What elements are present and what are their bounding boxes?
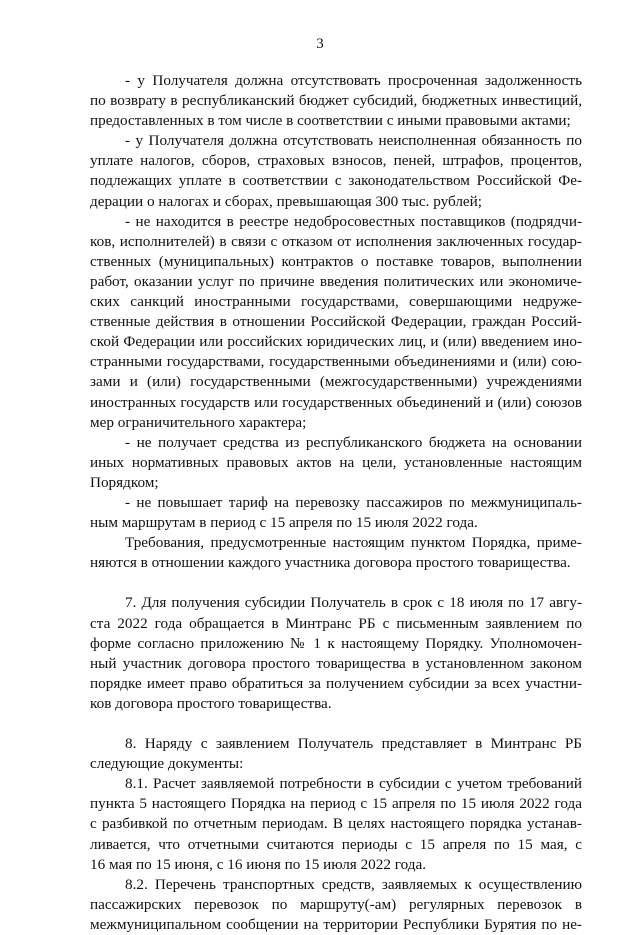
text-line: 7. Для получения субсидии Получатель в срок с 18 июля по 17 авгу-: [125, 594, 582, 612]
text-line: предоставленных в том числе в соответствии с иными правовыми актами;: [90, 112, 571, 130]
text-line: 8. Наряду с заявлением Получатель представляет в Минтранс РБ: [125, 735, 582, 753]
paragraph: [90, 774, 582, 874]
text-line: 8.2. Перечень транспортных средств, заявляемых к осуществлению: [125, 875, 582, 893]
text-line: Требования, предусмотренные настоящим пунктом Порядка, приме-: [125, 534, 582, 552]
text-line: ственные действия в отношении Российской Федерации, граждан Россий-: [90, 313, 582, 331]
text-line: - не повышает тариф на перевозку пассажиров по межмуниципаль-: [125, 493, 582, 511]
text-line: няются в отношении каждого участника договора простого товарищества.: [90, 554, 571, 572]
paragraph: [90, 71, 582, 131]
text-line: работ, оказании услуг по причине введения политических или экономиче-: [90, 272, 582, 290]
text-line: форме согласно приложению № 1 к настоящему Порядку. Уполномочен-: [90, 634, 582, 652]
paragraph: [90, 433, 582, 493]
text-line: подлежащих уплате в соответствии с законодательством Российской Фе-: [90, 172, 582, 190]
paragraph-gap: [90, 573, 582, 593]
text-line: - не находится в реестре недобросовестных поставщиков (подрядчи-: [125, 212, 582, 230]
text-line: пункта 5 настоящего Порядка на период с 15 апреля по 15 июля 2022 года: [90, 795, 582, 813]
text-line: - у Получателя должна отсутствовать неисполненная обязанность по: [125, 132, 582, 150]
text-line: ственных (муниципальных) контрактов о поставке товаров, выполнении: [90, 252, 582, 270]
text-line: порядке имеет право обратиться за получением субсидии за всех участни-: [90, 674, 582, 692]
page-number: 3: [316, 36, 324, 52]
text-line: ков, исполнителей) в связи с отказом от исполнения заключенных государ-: [90, 232, 582, 250]
text-line: ный участник договора простого товарищества в установленном законом: [90, 654, 582, 672]
text-line: ным маршрутам в период с 15 апреля по 15 июля 2022 года.: [90, 514, 478, 532]
text-line: уплате налогов, сборов, страховых взносов, пеней, штрафов, процентов,: [90, 152, 582, 170]
text-line: следующие документы:: [90, 755, 244, 773]
text-line: по возврату в республиканский бюджет субсидий, бюджетных инвестиций,: [90, 92, 582, 110]
paragraph: [90, 593, 582, 714]
text-line: зами и (или) государственными (межгосударственными) учреждениями: [90, 373, 582, 391]
text-line: дерации о налогах и сборах, превышающая 300 тыс. рублей;: [90, 192, 482, 210]
text-line: иностранных государств или государственных объединений и (или) союзов: [90, 393, 582, 411]
text-line: межмуниципальном сообщении на территории Республики Бурятия по не-: [90, 915, 582, 933]
text-line: Порядком;: [90, 473, 159, 491]
text-line: ков договора простого товарищества.: [90, 694, 332, 712]
paragraph-gap: [90, 714, 582, 734]
paragraph: [90, 131, 582, 211]
paragraph: [90, 533, 582, 573]
text-line: ской Федерации или российских юридических лиц, и (или) введением ино-: [90, 333, 582, 351]
text-line: ста 2022 года обращается в Минтранс РБ с письменным заявлением по: [90, 614, 582, 632]
text-line: - не получает средства из республиканского бюджета на основании: [125, 433, 582, 451]
text-line: мер ограничительного характера;: [90, 413, 307, 431]
paragraph: [90, 493, 582, 533]
text-line: пассажирских перевозок по маршруту(-ам) регулярных перевозок в: [90, 895, 582, 913]
paragraph: [90, 734, 582, 774]
document-body: [90, 71, 582, 935]
text-line: ских санкций иностранными государствами, совершающими недруже-: [90, 293, 582, 311]
text-line: 8.1. Расчет заявляемой потребности в субсидии с учетом требований: [125, 775, 582, 793]
text-line: иных нормативных правовых актов на цели, установленные настоящим: [90, 453, 582, 471]
text-line: странными государствами, государственными объединениями и (или) сою-: [90, 353, 582, 371]
text-line: ливается, что отчетными считаются периоды с 15 апреля по 15 мая, с: [90, 835, 582, 853]
text-line: с разбивкой по отчетным периодам. В целях настоящего порядка устанав-: [90, 815, 582, 833]
paragraph: [90, 212, 582, 433]
text-line: - у Получателя должна отсутствовать просроченная задолженность: [125, 72, 582, 89]
text-line: 16 мая по 15 июня, с 16 июня по 15 июля 2022 года.: [90, 855, 427, 873]
